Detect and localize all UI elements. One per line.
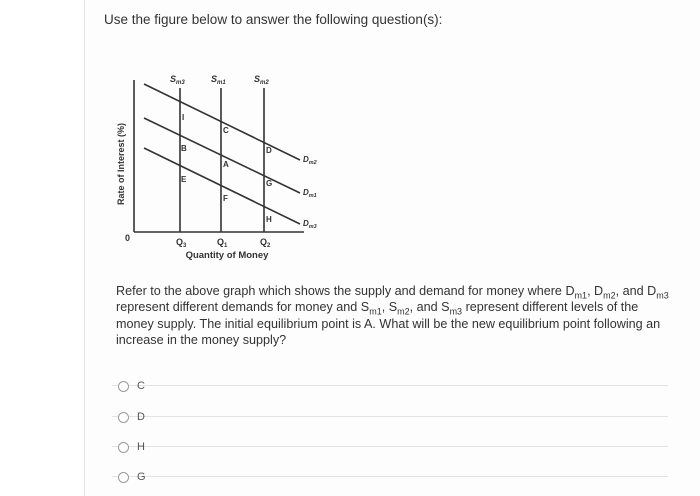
x-tick-q3: $Q_3$ — [176, 237, 187, 249]
option-label: C — [137, 380, 145, 392]
point-h: H — [266, 215, 272, 224]
option-label: G — [137, 471, 146, 483]
point-c: C — [223, 126, 229, 135]
option-divider — [112, 416, 668, 417]
x-tick-q2: $Q_2$ — [260, 237, 271, 249]
money-market-graph — [104, 60, 344, 270]
option-divider — [112, 446, 668, 447]
x-axis-label: Quantity of Money — [185, 250, 269, 261]
y-axis-label: Rate of Interest (%) — [116, 122, 126, 206]
point-d: D — [266, 146, 272, 155]
option-label: H — [137, 441, 145, 453]
point-g: G — [266, 179, 273, 188]
point-i: I — [182, 113, 185, 122]
point-a: A — [223, 160, 229, 169]
radio-button[interactable] — [118, 472, 129, 483]
option-divider — [112, 476, 668, 477]
option-label: D — [137, 411, 145, 423]
supply-label-sm3: $S_{m3}$ — [170, 74, 185, 86]
origin-label: 0 — [125, 233, 131, 243]
radio-button[interactable] — [118, 381, 129, 392]
question-text: Refer to the above graph which shows the supply and demand for money where $D_{m1}$, $D_{m2}$, and $D_{m3}$ represent different demands for money and $S_{m1}$, $S_{m2}$, and $S_{m3}$ represent different levels of the money supply. The initial equilibrium point is A. What will be the new equilibrium point following an increase in the money supply? — [116, 284, 669, 347]
demand-curve-dm3 — [144, 148, 300, 224]
supply-label-sm1: $S_{m1}$ — [211, 74, 226, 86]
option-d[interactable] — [118, 409, 145, 425]
demand-label-dm3: $D_{m3}$ — [303, 219, 317, 230]
option-divider — [112, 385, 668, 386]
supply-label-sm2: $S_{m2}$ — [254, 74, 269, 86]
demand-label-dm2: $D_{m2}$ — [303, 155, 317, 166]
radio-button[interactable] — [118, 412, 129, 423]
demand-label-dm1: $D_{m1}$ — [303, 188, 317, 199]
point-b: B — [181, 144, 187, 153]
option-c[interactable] — [118, 378, 145, 394]
option-g[interactable] — [118, 469, 146, 485]
point-f: F — [223, 194, 228, 203]
instruction-text: Use the figure below to answer the following question(s): — [104, 12, 443, 27]
demand-curve-dm2 — [144, 84, 300, 160]
option-h[interactable] — [118, 439, 145, 455]
point-e: E — [181, 175, 187, 184]
radio-button[interactable] — [118, 442, 129, 453]
x-tick-q1: $Q_1$ — [217, 237, 228, 249]
demand-curve-dm1 — [144, 118, 300, 193]
